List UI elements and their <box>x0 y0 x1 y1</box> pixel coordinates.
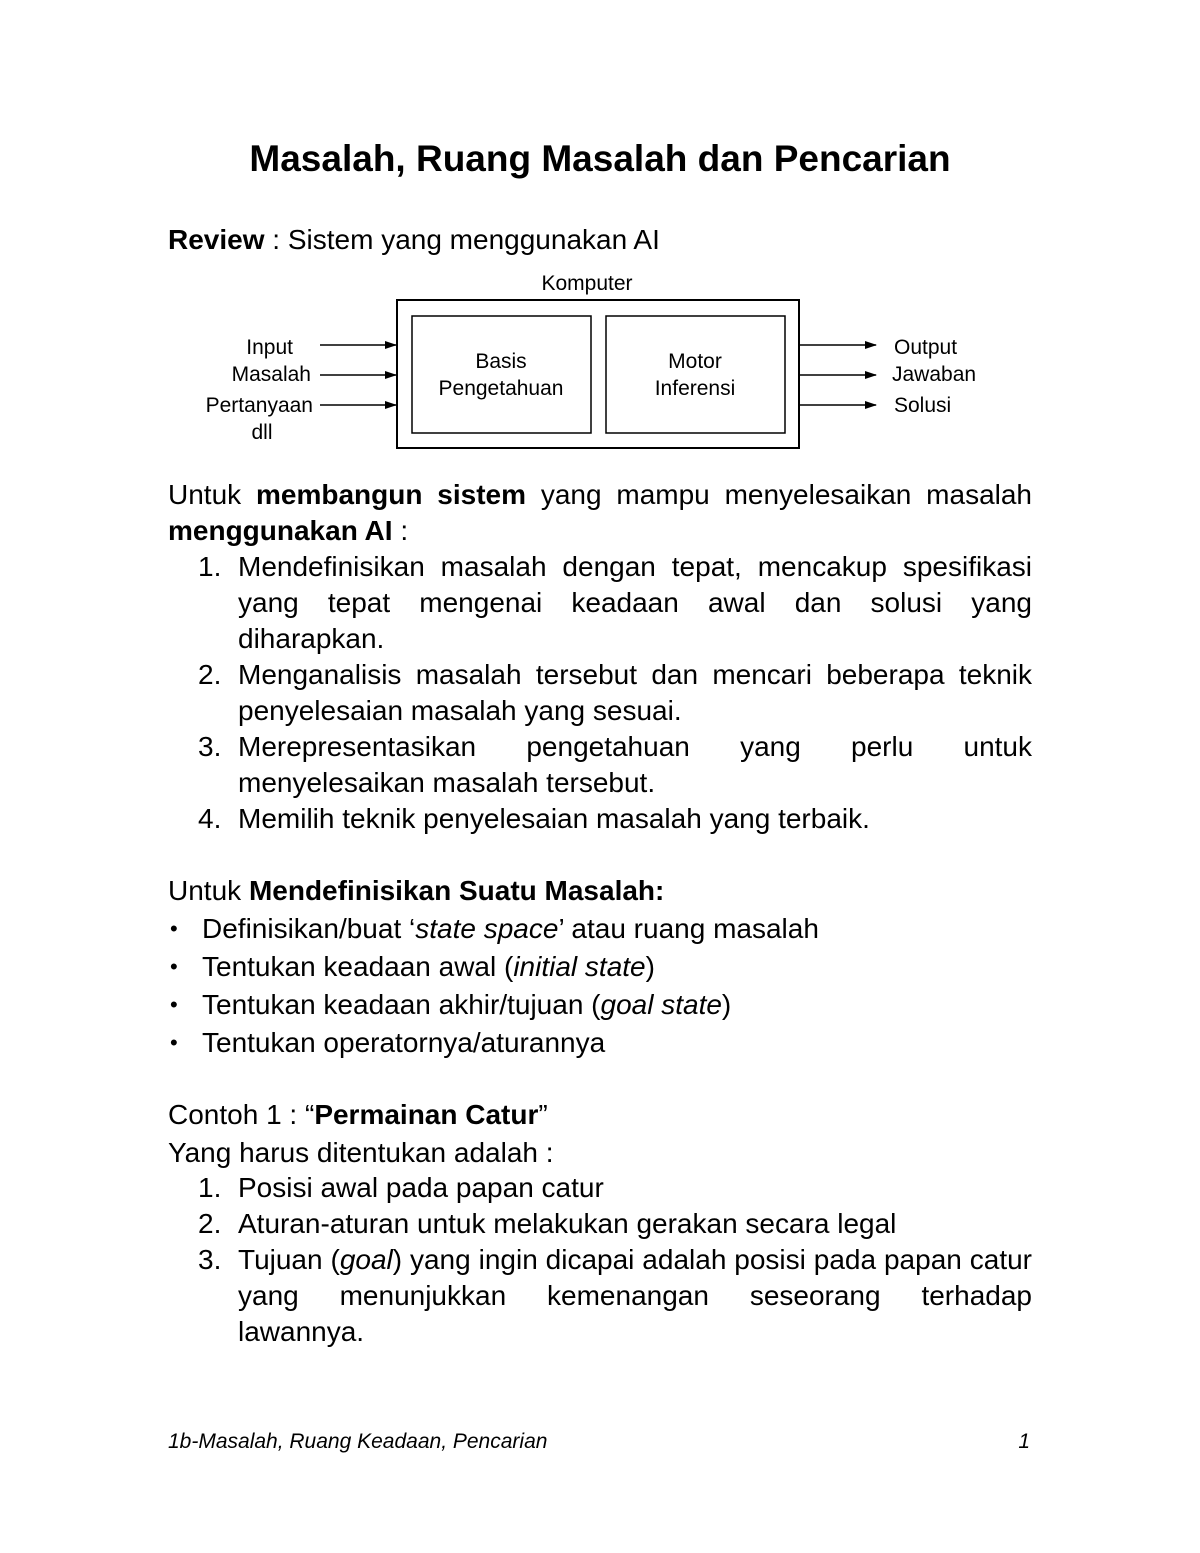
list-item-text: Tujuan ( <box>238 1244 340 1275</box>
list-item-text: ) yang ingin dicapai adalah posisi pada papan catur yang menunjukkan kemenangan seseorang terhadap lawannya. <box>238 1244 1032 1347</box>
bullet-text: Definisikan/buat ‘ <box>202 913 416 944</box>
bullet-icon: • <box>170 954 178 979</box>
pertanyaan-label: Pertanyaan <box>205 394 313 417</box>
output-label: Output <box>894 336 958 359</box>
section1-steps-list <box>198 549 1032 837</box>
list-item-text: Menganalisis masalah tersebut dan mencari beberapa teknik penyelesaian masalah yang sesuai. <box>238 659 1032 726</box>
page-title: Masalah, Ruang Masalah dan Pencarian <box>249 138 951 179</box>
komputer-box <box>397 300 799 448</box>
masalah-label: Masalah <box>231 363 311 386</box>
ai-system-diagram <box>0 0 1200 470</box>
komputer-label: Komputer <box>541 272 633 295</box>
bullet-italic: goal state <box>600 989 722 1020</box>
jawaban-label: Jawaban <box>892 363 977 386</box>
list-number: 4. <box>198 803 222 834</box>
page-number: 1 <box>1018 1430 1030 1453</box>
section2-bullet-list <box>168 910 1032 1062</box>
list-item <box>198 1170 1032 1206</box>
bullet-text: ’ atau ruang masalah <box>558 913 819 944</box>
section2-heading-bold: Mendefinisikan Suatu Masalah: <box>248 875 665 906</box>
basis-pengetahuan-box <box>412 316 591 433</box>
footer-text: 1b-Masalah, Ruang Keadaan, Pencarian <box>168 1430 548 1453</box>
bullet-icon: • <box>170 916 178 941</box>
section3-subheading: Yang harus ditentukan adalah : <box>168 1137 554 1168</box>
list-number: 2. <box>198 1208 222 1239</box>
intro-bold-2: menggunakan AI <box>168 515 393 546</box>
list-number: 1. <box>198 551 222 582</box>
list-item <box>198 549 1032 657</box>
dll-label: dll <box>251 421 273 444</box>
section3-heading-bold: Permainan Catur <box>314 1099 539 1130</box>
section3-heading <box>168 1097 1032 1133</box>
section2-heading <box>168 873 1032 909</box>
list-item <box>198 1206 1032 1242</box>
section1-intro <box>168 477 1032 549</box>
list-item-text: Merepresentasikan pengetahuan yang perlu untuk menyelesaikan masalah tersebut. <box>238 731 1032 798</box>
list-item <box>168 986 1032 1024</box>
intro-text-1: Untuk <box>168 479 256 510</box>
intro-text-3: : <box>392 515 409 546</box>
bullet-italic: state space <box>415 913 559 944</box>
bullet-text: ) <box>721 989 732 1020</box>
review-label: Review <box>168 224 265 255</box>
list-item-text: Mendefinisikan masalah dengan tepat, mencakup spesifikasi yang tepat mengenai keadaan awal dan solusi yang diharapkan. <box>238 551 1032 654</box>
review-text: : Sistem yang menggunakan AI <box>264 224 660 255</box>
list-item <box>168 910 1032 948</box>
section2-heading-plain: Untuk <box>168 875 249 906</box>
basis-label-line2: Pengetahuan <box>438 377 564 400</box>
list-item <box>198 801 1032 837</box>
section3-heading-close: ” <box>538 1099 548 1130</box>
input-label: Input <box>246 336 293 359</box>
intro-text-2: yang mampu menyelesaikan masalah <box>526 479 1033 510</box>
section3-heading-plain: Contoh 1 : “ <box>168 1099 315 1130</box>
basis-label-line1: Basis <box>475 350 527 373</box>
list-item-italic: goal <box>339 1244 393 1275</box>
bullet-text: ) <box>645 951 655 982</box>
list-number: 2. <box>198 659 222 690</box>
list-item <box>168 948 1032 986</box>
list-item-text: Memilih teknik penyelesaian masalah yang terbaik. <box>238 803 870 834</box>
motor-label-line1: Motor <box>668 350 722 373</box>
list-item <box>198 1242 1032 1350</box>
solusi-label: Solusi <box>894 394 952 417</box>
section3-steps-list <box>198 1170 1032 1350</box>
page-footer <box>168 1430 1032 1454</box>
bullet-icon: • <box>170 992 178 1017</box>
list-item <box>168 1024 1032 1062</box>
list-item-text: Aturan-aturan untuk melakukan gerakan secara legal <box>238 1208 897 1239</box>
list-number: 1. <box>198 1172 222 1203</box>
bullet-icon: • <box>170 1030 178 1055</box>
intro-bold-1: membangun sistem <box>255 479 526 510</box>
list-item <box>198 729 1032 801</box>
bullet-text: Tentukan keadaan awal ( <box>202 951 514 982</box>
motor-inferensi-box <box>606 316 785 433</box>
list-item <box>198 657 1032 729</box>
bullet-italic: initial state <box>513 951 646 982</box>
bullet-text: Tentukan keadaan akhir/tujuan ( <box>202 989 601 1020</box>
motor-label-line2: Inferensi <box>654 377 736 400</box>
list-number: 3. <box>198 1244 222 1275</box>
list-item-text: Posisi awal pada papan catur <box>238 1172 604 1203</box>
list-number: 3. <box>198 731 222 762</box>
bullet-text: Tentukan operatornya/aturannya <box>202 1027 606 1058</box>
